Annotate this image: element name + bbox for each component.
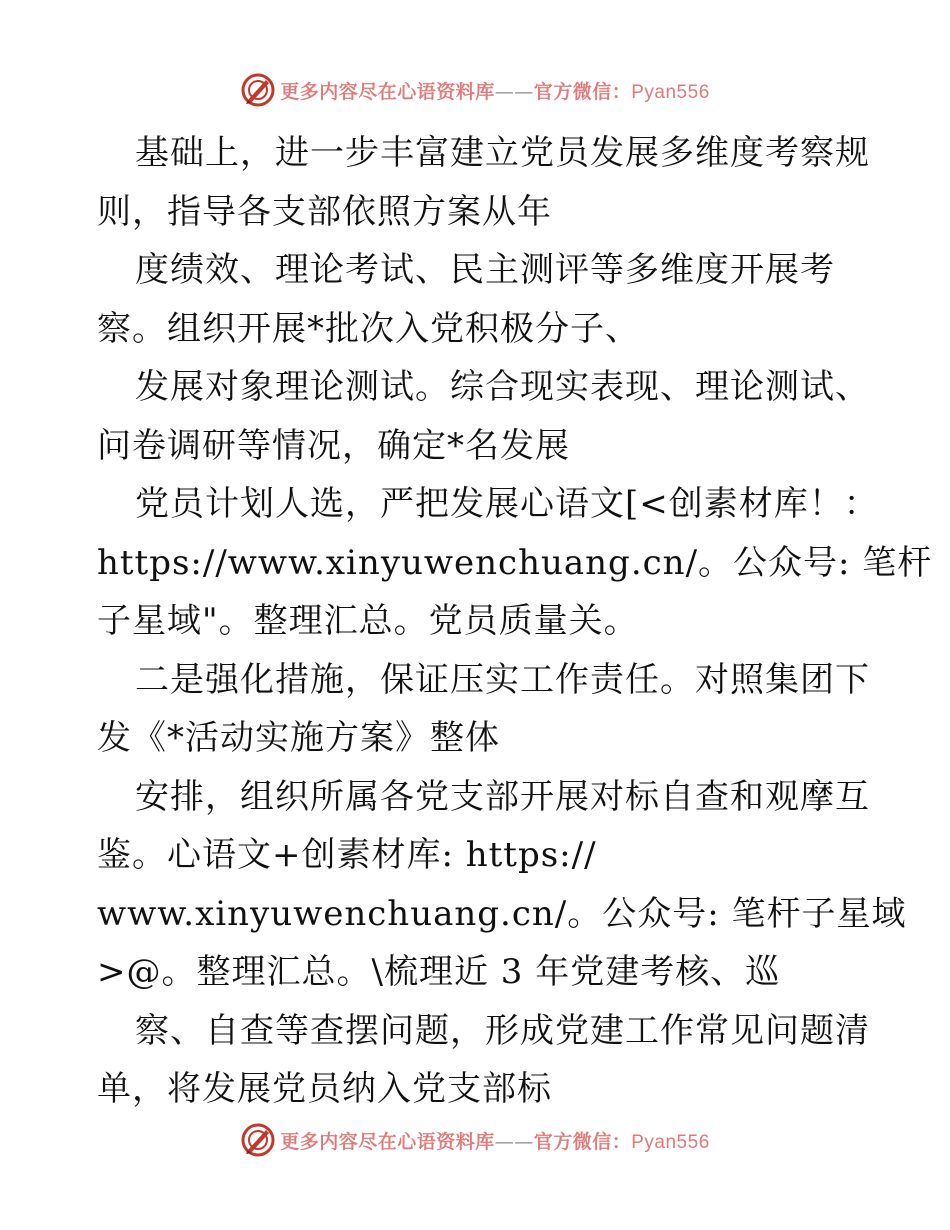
banner-text [280,77,710,104]
text-line: 二是强化措施，保证压实工作责任。对照集团下 [135,659,870,700]
text-line: https://www.xinyuwenchuang.cn/。公众号: 笔杆 [97,542,933,583]
header-banner [0,70,950,110]
banner-separator: —— [494,1130,534,1153]
banner-main: 更多内容尽在心语资料库 [280,80,495,103]
text-line: 子星域"。整理汇总。党员质量关。 [97,601,639,641]
text-line: 鉴。心语文+创素材库: https:// [97,835,597,875]
text-line: 发展对象理论测试。综合现实表现、理论测试、 [135,367,870,407]
text-line: 问卷调研等情况，确定*名发展 [97,425,570,466]
banner-wechat-label: 官方微信： [533,80,632,103]
text-line: 基础上，进一步丰富建立党员发展多维度考察规 [135,133,870,173]
banner-main: 更多内容尽在心语资料库 [280,1130,495,1153]
text-line: >@。整理汇总。\梳理近 3 年党建考核、巡 [97,952,781,992]
text-line: 单，将发展党员纳入党支部标 [97,1069,552,1109]
text-line: 安排，组织所属各党支部开展对标自查和观摩互 [135,776,870,817]
text-line: 则，指导各支部依照方案从年 [97,191,552,232]
banner-wechat-id: Pyan556 [631,1131,710,1153]
text-line: www.xinyuwenchuang.cn/。公众号: 笔杆子星域 [97,893,907,934]
text-line: 发《*活动实施方案》整体 [97,718,500,758]
pen-logo-icon [240,72,276,108]
document-body [97,124,933,1119]
footer-banner [0,1120,950,1160]
pen-logo-icon [240,1122,276,1158]
text-line: 党员计划人选，严把发展心语文[<创素材库！： [135,484,879,524]
text-line: 察、自查等查摆问题，形成党建工作常见问题清 [135,1010,870,1051]
banner-wechat-label: 官方微信： [533,1130,632,1153]
banner-separator: —— [494,80,534,103]
banner-text [280,1127,710,1154]
banner-wechat-id: Pyan556 [631,81,710,103]
text-line: 察。组织开展*批次入党积极分子、 [97,308,640,349]
text-line: 度绩效、理论考试、民主测评等多维度开展考 [135,250,835,290]
